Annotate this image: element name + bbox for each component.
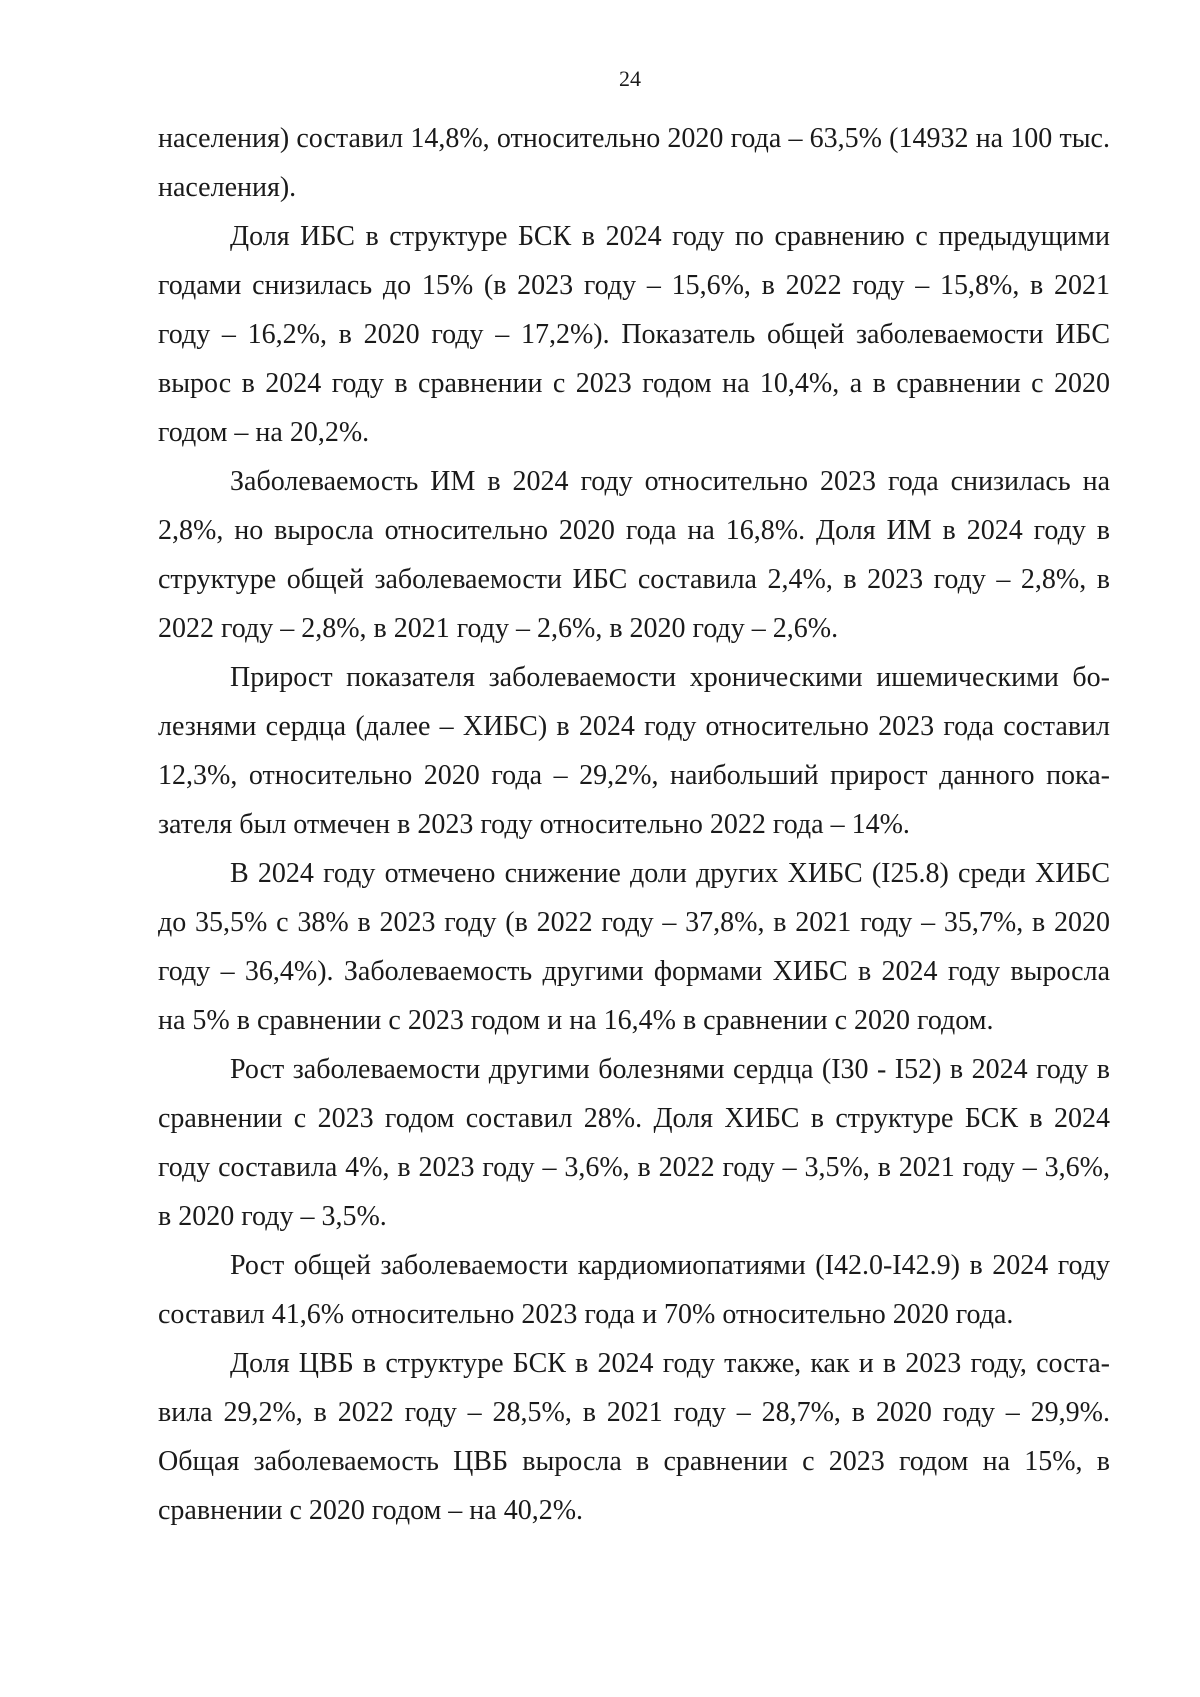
paragraph-ihd-share: Доля ИБС в структуре БСК в 2024 году по сравнению с предыдущими годами снизилась до 15% (в 2023 году – 15,6%, в 2022 году – 15,8%, в 2021 году – 16,2%, в 2020 году – 17,2%). Показатель общей заболеваемости ИБС вырос в 2024 году в сравнении с 2023 годом на 10,4%, а в сравнении с 2020 годом – на 20,2%. [158, 221, 1110, 448]
paragraph-mi-incidence: Заболеваемость ИМ в 2024 году относительно 2023 года снизилась на 2,8%, но выросла относительно 2020 года на 16,8%. Доля ИМ в 2024 году в структуре общей заболеваемости ИБС составила 2,4%, в 2023 году – 2,8%, в 2022 году – 2,8%, в 2021 году – 2,6%, в 2020 году – 2,6%. [158, 466, 1110, 644]
page-number: 24 [619, 66, 641, 91]
paragraph-cerebrovascular: Доля ЦВБ в структуре БСК в 2024 году также, как и в 2023 году, составила 29,2%, в 2022 году – 28,5%, в 2021 году – 28,7%, в 2020 году – 29,9%. Общая заболеваемость ЦВБ выросла в сравнении с 2023 годом на 15%, в сравнении с 2020 годом – на 40,2%. [158, 1348, 1110, 1526]
paragraph-other-heart-diseases: Рост заболеваемости другими болезнями сердца (I30 - I52) в 2024 году в сравнении с 2023 годом составил 28%. Доля ХИБС в структуре БСК в 2024 году составила 4%, в 2023 году – 3,6%, в 2022 году – 3,5%, в 2021 году – 3,6%, в 2020 году – 3,5%. [158, 1054, 1110, 1232]
paragraph-chronic-ihd-growth: Прирост показателя заболеваемости хроническими ишемическими болезнями сердца (далее – ХИБС) в 2024 году относительно 2023 года составил 12,3%, относительно 2020 года – 29,2%, наибольший прирост данного показателя был отмечен в 2023 году относительно 2022 года – 14%. [158, 662, 1110, 840]
page-body [158, 114, 1110, 1535]
paragraph-other-chronic-ihd: В 2024 году отмечено снижение доли других ХИБС (I25.8) среди ХИБС до 35,5% с 38% в 2023 году (в 2022 году – 37,8%, в 2021 году – 35,7%, в 2020 году – 36,4%). Заболеваемость другими формами ХИБС в 2024 году выросла на 5% в сравнении с 2023 годом и на 16,4% в сравнении с 2020 годом. [158, 858, 1110, 1036]
paragraph-continuation: населения) составил 14,8%, относительно 2020 года – 63,5% (14932 на 100 тыс. населения). [158, 123, 1110, 203]
paragraph-cardiomyopathies: Рост общей заболеваемости кардиомиопатиями (I42.0-I42.9) в 2024 году составил 41,6% относительно 2023 года и 70% относительно 2020 года. [158, 1250, 1110, 1330]
